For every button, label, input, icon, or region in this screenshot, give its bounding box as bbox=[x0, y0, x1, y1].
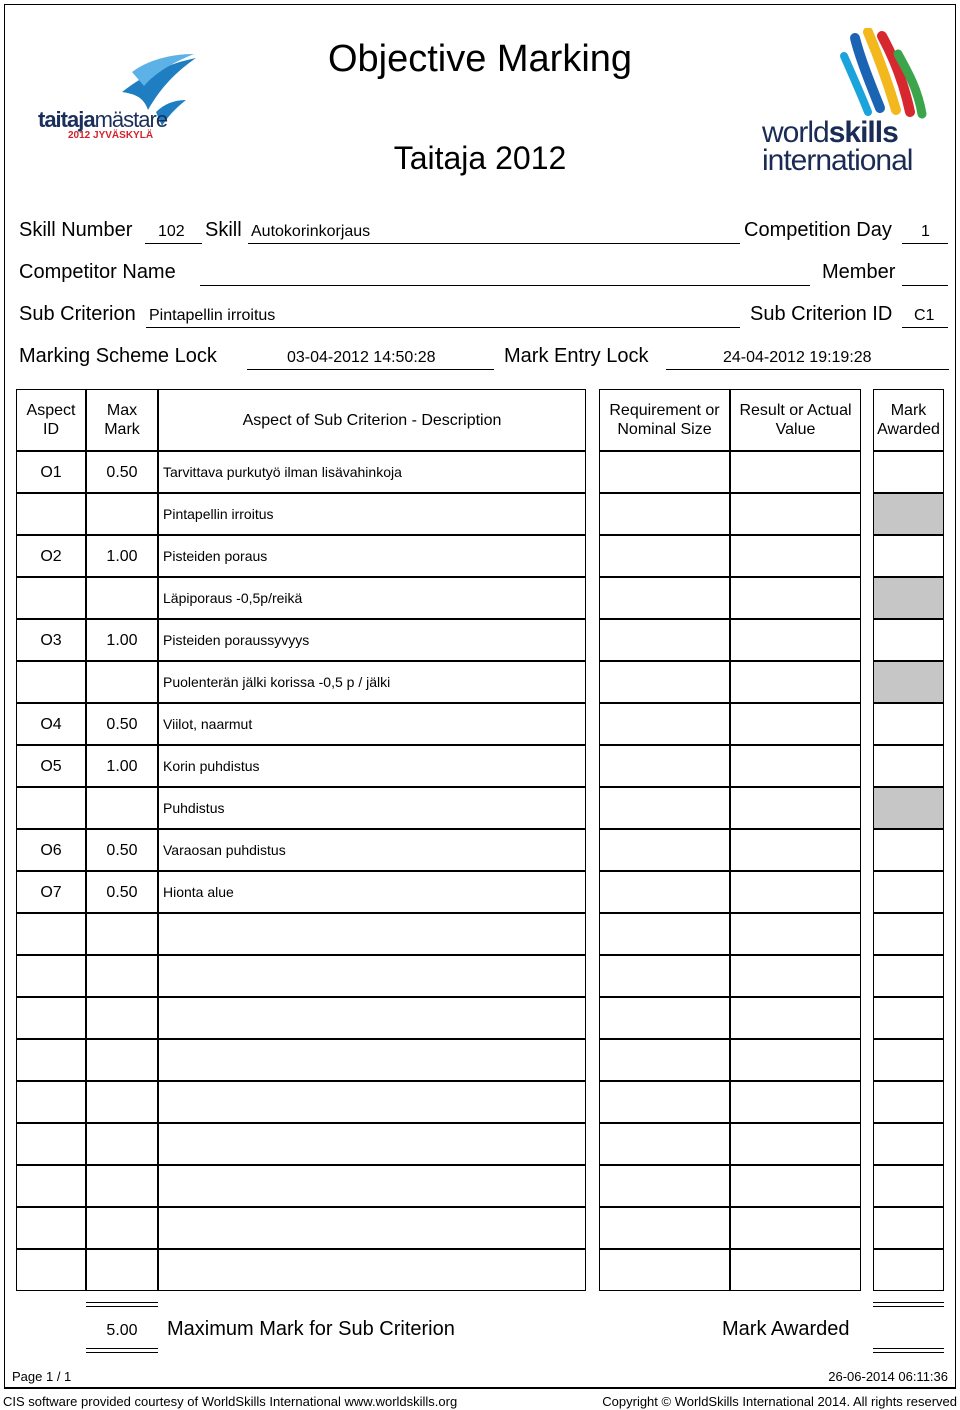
awarded-total-rule-bottom bbox=[873, 1348, 944, 1353]
requirement-cell bbox=[599, 577, 730, 619]
aspect-id-text: O7 bbox=[40, 884, 62, 901]
result-cell bbox=[730, 577, 861, 619]
mark-entry-lock-value: 24-04-2012 19:19:28 bbox=[723, 349, 872, 366]
max-total-rule-bottom bbox=[86, 1348, 158, 1353]
member-label: Member bbox=[822, 261, 896, 283]
page-subtitle: Taitaja 2012 bbox=[393, 140, 567, 176]
aspect-id-text: O1 bbox=[40, 464, 62, 481]
max-total-rule-top bbox=[86, 1302, 158, 1307]
result-cell bbox=[730, 1123, 861, 1165]
header-mark-awarded: Mark Awarded bbox=[873, 389, 944, 451]
max-mark-cell bbox=[86, 1123, 158, 1165]
sub-criterion-label: Sub Criterion bbox=[19, 303, 136, 325]
requirement-cell bbox=[599, 955, 730, 997]
sub-criterion-id-value: C1 bbox=[914, 307, 935, 324]
description-cell bbox=[158, 661, 586, 703]
description-text: Puhdistus bbox=[163, 800, 225, 816]
copyright-text: Copyright © WorldSkills International 2014. All rights reserved bbox=[602, 1394, 957, 1409]
description-text: Korin puhdistus bbox=[163, 758, 260, 774]
mastare-wordmark: mästare bbox=[94, 107, 168, 132]
result-cell bbox=[730, 1165, 861, 1207]
aspect-id-cell bbox=[16, 451, 86, 493]
description-cell bbox=[158, 577, 586, 619]
marking-scheme-lock-label: Marking Scheme Lock bbox=[19, 345, 217, 367]
competitor-name-label: Competitor Name bbox=[19, 261, 176, 283]
requirement-cell bbox=[599, 829, 730, 871]
aspect-id-text: O2 bbox=[40, 548, 62, 565]
max-mark-cell bbox=[86, 619, 158, 661]
mark-awarded-cell[interactable] bbox=[873, 871, 944, 913]
description-cell bbox=[158, 1165, 586, 1207]
mark-awarded-cell[interactable] bbox=[873, 451, 944, 493]
description-cell bbox=[158, 619, 586, 661]
max-mark-cell bbox=[86, 703, 158, 745]
mark-awarded-cell[interactable] bbox=[873, 913, 944, 955]
max-mark-cell bbox=[86, 451, 158, 493]
description-cell bbox=[158, 535, 586, 577]
description-cell bbox=[158, 871, 586, 913]
description-text: Viilot, naarmut bbox=[163, 716, 253, 732]
max-mark-cell bbox=[86, 1207, 158, 1249]
aspect-id-cell bbox=[16, 1081, 86, 1123]
result-cell bbox=[730, 493, 861, 535]
awarded-total-label: Mark Awarded bbox=[722, 1318, 850, 1340]
mark-awarded-cell bbox=[873, 493, 944, 535]
taitaja-tagline: 2012 JYVÄSKYLÄ bbox=[68, 130, 154, 141]
max-mark-text: 0.50 bbox=[106, 884, 138, 901]
max-mark-cell bbox=[86, 577, 158, 619]
description-cell bbox=[158, 745, 586, 787]
description-cell bbox=[158, 703, 586, 745]
mark-entry-lock-line bbox=[666, 369, 949, 370]
max-mark-cell bbox=[86, 1081, 158, 1123]
description-text: Varaosan puhdistus bbox=[163, 842, 286, 858]
requirement-cell bbox=[599, 1039, 730, 1081]
aspect-id-cell bbox=[16, 577, 86, 619]
sub-criterion-value: Pintapellin irroitus bbox=[149, 307, 276, 324]
description-cell bbox=[158, 829, 586, 871]
max-mark-cell bbox=[86, 913, 158, 955]
max-mark-text: 0.50 bbox=[106, 464, 138, 481]
mark-awarded-cell[interactable] bbox=[873, 1123, 944, 1165]
result-cell bbox=[730, 913, 861, 955]
max-mark-text: 1.00 bbox=[106, 758, 138, 775]
requirement-cell bbox=[599, 1081, 730, 1123]
mark-awarded-cell[interactable] bbox=[873, 535, 944, 577]
aspect-id-cell bbox=[16, 1123, 86, 1165]
aspect-id-cell bbox=[16, 955, 86, 997]
awarded-total-rule-top bbox=[873, 1302, 944, 1307]
max-mark-text: 1.00 bbox=[106, 548, 138, 565]
description-cell bbox=[158, 1123, 586, 1165]
description-cell bbox=[158, 1039, 586, 1081]
result-cell bbox=[730, 871, 861, 913]
max-mark-cell bbox=[86, 871, 158, 913]
mark-awarded-cell bbox=[873, 661, 944, 703]
header-result: Result or Actual Value bbox=[730, 389, 861, 451]
description-text: Pisteiden poraus bbox=[163, 548, 268, 564]
result-cell bbox=[730, 535, 861, 577]
requirement-cell bbox=[599, 787, 730, 829]
requirement-cell bbox=[599, 451, 730, 493]
result-cell bbox=[730, 1207, 861, 1249]
description-cell bbox=[158, 451, 586, 493]
result-cell bbox=[730, 1039, 861, 1081]
mark-awarded-cell[interactable] bbox=[873, 619, 944, 661]
max-mark-cell bbox=[86, 745, 158, 787]
result-cell bbox=[730, 661, 861, 703]
result-cell bbox=[730, 703, 861, 745]
aspect-id-cell bbox=[16, 1165, 86, 1207]
aspect-id-cell bbox=[16, 661, 86, 703]
requirement-cell bbox=[599, 661, 730, 703]
description-cell bbox=[158, 913, 586, 955]
description-cell bbox=[158, 997, 586, 1039]
description-cell bbox=[158, 787, 586, 829]
requirement-cell bbox=[599, 703, 730, 745]
result-cell bbox=[730, 451, 861, 493]
mark-awarded-cell[interactable] bbox=[873, 1249, 944, 1291]
skill-value: Autokorinkorjaus bbox=[251, 223, 371, 240]
requirement-cell bbox=[599, 493, 730, 535]
max-total-label: Maximum Mark for Sub Criterion bbox=[167, 1318, 455, 1340]
max-mark-cell bbox=[86, 1249, 158, 1291]
aspect-id-text: O6 bbox=[40, 842, 62, 859]
worldskills-skills: skills bbox=[828, 116, 898, 149]
max-mark-cell bbox=[86, 661, 158, 703]
aspect-id-text: O3 bbox=[40, 632, 62, 649]
mark-awarded-cell[interactable] bbox=[873, 745, 944, 787]
requirement-cell bbox=[599, 997, 730, 1039]
description-cell bbox=[158, 955, 586, 997]
competition-day-label: Competition Day bbox=[744, 219, 892, 241]
skill-number-value: 102 bbox=[158, 223, 185, 240]
result-cell bbox=[730, 1081, 861, 1123]
max-mark-cell bbox=[86, 787, 158, 829]
competition-day-value: 1 bbox=[921, 223, 930, 240]
aspect-id-cell bbox=[16, 1207, 86, 1249]
result-cell bbox=[730, 997, 861, 1039]
description-text: Hionta alue bbox=[163, 884, 234, 900]
requirement-cell bbox=[599, 745, 730, 787]
aspect-id-cell bbox=[16, 1039, 86, 1081]
description-cell bbox=[158, 1207, 586, 1249]
worldskills-brush-icon bbox=[760, 28, 940, 128]
print-timestamp: 26-06-2014 06:11:36 bbox=[828, 1369, 948, 1384]
mark-awarded-cell bbox=[873, 577, 944, 619]
sub-criterion-id-label: Sub Criterion ID bbox=[750, 303, 893, 325]
result-cell bbox=[730, 619, 861, 661]
aspect-id-cell bbox=[16, 619, 86, 661]
requirement-cell bbox=[599, 871, 730, 913]
skill-label: Skill bbox=[205, 219, 242, 241]
aspect-id-cell bbox=[16, 997, 86, 1039]
aspect-id-cell bbox=[16, 787, 86, 829]
page-number: Page 1 / 1 bbox=[12, 1369, 72, 1384]
marking-scheme-lock-value: 03-04-2012 14:50:28 bbox=[287, 349, 436, 366]
description-text: Tarvittava purkutyö ilman lisävahinkoja bbox=[163, 464, 402, 480]
requirement-cell bbox=[599, 1123, 730, 1165]
mark-awarded-cell[interactable] bbox=[873, 1165, 944, 1207]
sub-criterion-id-line bbox=[902, 327, 948, 328]
description-cell bbox=[158, 1249, 586, 1291]
max-mark-cell bbox=[86, 535, 158, 577]
header-description: Aspect of Sub Criterion - Description bbox=[158, 389, 586, 451]
mark-awarded-cell[interactable] bbox=[873, 1039, 944, 1081]
max-mark-text: 1.00 bbox=[106, 632, 138, 649]
sub-criterion-line bbox=[146, 327, 740, 328]
skill-number-label: Skill Number bbox=[19, 219, 133, 241]
result-cell bbox=[730, 829, 861, 871]
max-mark-text: 0.50 bbox=[106, 842, 138, 859]
max-mark-cell bbox=[86, 997, 158, 1039]
max-total-value: 5.00 bbox=[106, 1322, 138, 1339]
aspect-id-text: O5 bbox=[40, 758, 62, 775]
aspect-id-cell bbox=[16, 703, 86, 745]
skill-number-line bbox=[145, 243, 202, 244]
description-text: Pintapellin irroitus bbox=[163, 506, 274, 522]
marking-scheme-lock-line bbox=[247, 369, 494, 370]
mark-awarded-cell bbox=[873, 787, 944, 829]
result-cell bbox=[730, 745, 861, 787]
max-mark-cell bbox=[86, 955, 158, 997]
description-cell bbox=[158, 1081, 586, 1123]
description-cell bbox=[158, 493, 586, 535]
mark-entry-lock-label: Mark Entry Lock bbox=[504, 345, 649, 367]
max-mark-cell bbox=[86, 1165, 158, 1207]
description-text: Pisteiden poraussyvyys bbox=[163, 632, 310, 648]
requirement-cell bbox=[599, 1249, 730, 1291]
requirement-cell bbox=[599, 913, 730, 955]
aspect-id-cell bbox=[16, 535, 86, 577]
courtesy-text: CIS software provided courtesy of WorldSkills International www.worldskills.org bbox=[3, 1394, 458, 1409]
header-requirement: Requirement or Nominal Size bbox=[599, 389, 730, 451]
aspect-id-cell bbox=[16, 1249, 86, 1291]
competitor-name-line bbox=[200, 285, 810, 286]
mark-awarded-cell[interactable] bbox=[873, 703, 944, 745]
page-title: Objective Marking bbox=[327, 38, 633, 80]
header-aspect-id: Aspect ID bbox=[16, 389, 86, 451]
aspect-id-cell bbox=[16, 745, 86, 787]
max-mark-text: 0.50 bbox=[106, 716, 138, 733]
mark-awarded-cell[interactable] bbox=[873, 1081, 944, 1123]
member-line bbox=[902, 285, 948, 286]
aspect-id-text: O4 bbox=[40, 716, 62, 733]
aspect-id-cell bbox=[16, 829, 86, 871]
worldskills-international: international bbox=[762, 144, 913, 177]
skill-line bbox=[248, 243, 740, 244]
aspect-id-cell bbox=[16, 493, 86, 535]
mark-awarded-cell[interactable] bbox=[873, 1207, 944, 1249]
mark-awarded-cell[interactable] bbox=[873, 955, 944, 997]
competition-day-line bbox=[902, 243, 948, 244]
aspect-id-cell bbox=[16, 913, 86, 955]
aspect-id-cell bbox=[16, 871, 86, 913]
result-cell bbox=[730, 1249, 861, 1291]
max-mark-cell bbox=[86, 1039, 158, 1081]
requirement-cell bbox=[599, 619, 730, 661]
header-max-mark: Max Mark bbox=[86, 389, 158, 451]
mark-awarded-cell[interactable] bbox=[873, 829, 944, 871]
requirement-cell bbox=[599, 535, 730, 577]
worldskills-world: world bbox=[762, 116, 829, 149]
taitaja-wordmark: taitaja bbox=[38, 107, 95, 132]
max-mark-cell bbox=[86, 493, 158, 535]
mark-awarded-cell[interactable] bbox=[873, 997, 944, 1039]
result-cell bbox=[730, 955, 861, 997]
result-cell bbox=[730, 787, 861, 829]
requirement-cell bbox=[599, 1165, 730, 1207]
description-text: Läpiporaus -0,5p/reikä bbox=[163, 590, 303, 606]
worldskills-logo bbox=[760, 28, 940, 178]
description-text: Puolenterän jälki korissa -0,5 p / jälki bbox=[163, 674, 391, 690]
requirement-cell bbox=[599, 1207, 730, 1249]
max-mark-cell bbox=[86, 829, 158, 871]
footer-divider bbox=[4, 1388, 956, 1389]
